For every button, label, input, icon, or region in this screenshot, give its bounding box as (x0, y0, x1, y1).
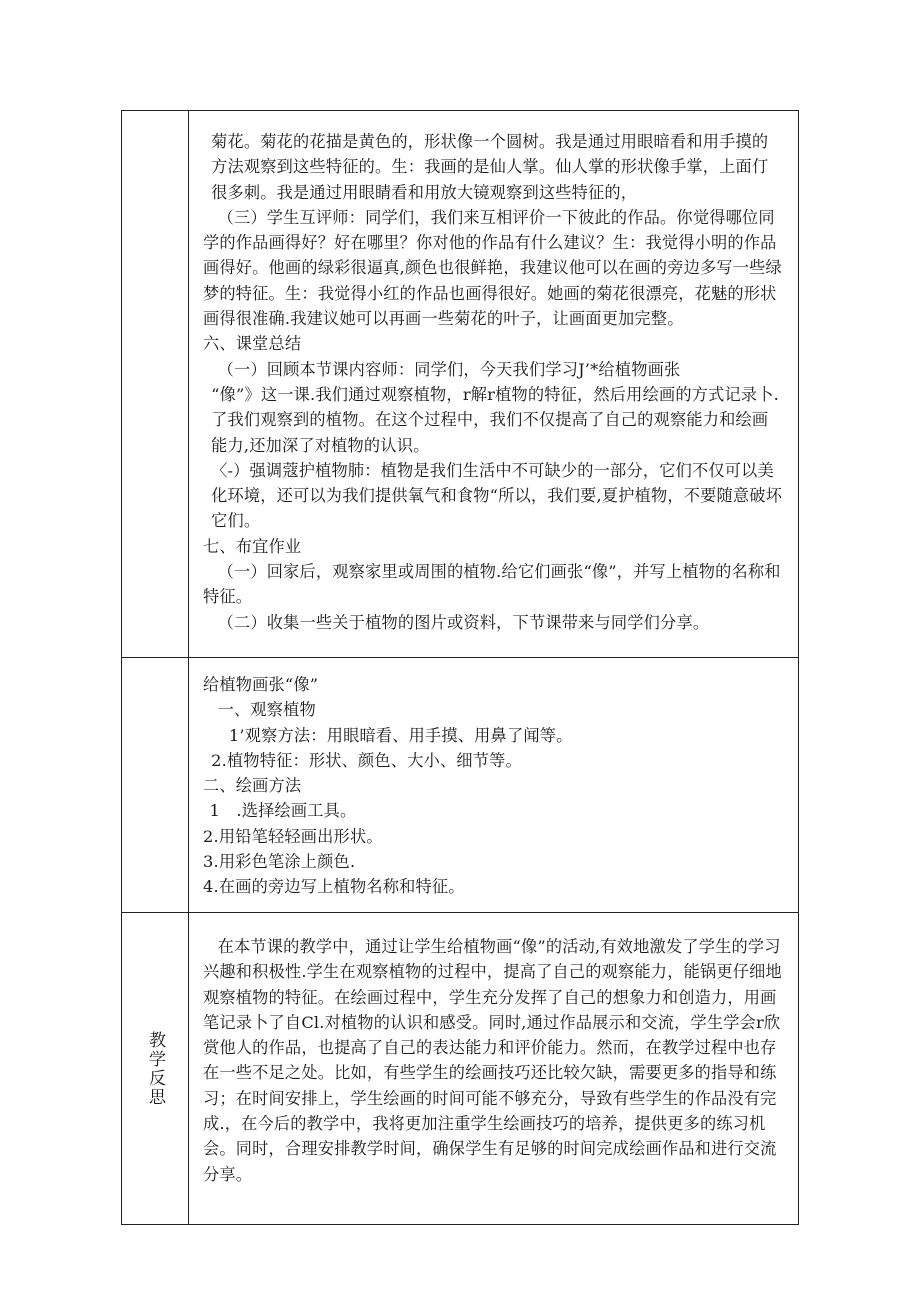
heading-homework: 七、布宜作业 (203, 536, 302, 556)
table-row-process (122, 111, 799, 658)
paragraph-homework-2: （二）收集一些关于植物的图片或资料，下节课带来与同学们分享。 (217, 612, 710, 632)
board-title: 给植物画张“像” (203, 675, 319, 694)
reflection-cell (189, 913, 799, 1225)
row-label-empty (122, 658, 189, 913)
row-label-empty (122, 111, 189, 658)
paragraph-homework-1: （一）回家后，观察家里或周围的植物.给它们画张“像”，并写上植物的名称和特征。 (203, 562, 781, 607)
paragraph-protect-plants: 〈-）强调蔻护植物肺：植物是我们生活中不可缺少的一部分，它们不仅可以美化环境，还可以为我们提供氧气和食物“所以，我们要,夏护植物，不要随意破坏它们。 (211, 460, 783, 531)
board-design-cell (189, 658, 799, 913)
reflection-label: 教学反思 (145, 1030, 165, 1107)
board-item-step-4: 4.在画的旁边写上植物名称和特征。 (203, 877, 465, 897)
lesson-plan-table (121, 110, 799, 1225)
table-row-reflection (122, 913, 799, 1225)
board-item-step-1: 1 .选择绘画工具。 (209, 801, 357, 821)
board-heading-drawing: 二、绘画方法 (203, 776, 302, 796)
paragraph-review-content-cont: “像”》这一课.我们通过观察植物，r解r植物的特征，然后用绘画的方式记录卜.了我们观察到的植物。在这个过程中，我们不仅提高了自己的观察能力和绘画能力,还加深了对植物的认识。 (211, 384, 780, 455)
board-item-step-2: 2.用铅笔轻轻画出形状。 (203, 826, 383, 846)
heading-class-summary: 六、课堂总结 (203, 334, 302, 354)
board-item-observe-method: 1’观察方法：用眼暗看、用手摸、用鼻了闻等。 (228, 725, 573, 745)
board-item-step-3: 3.用彩色笔涂上颜色. (203, 852, 356, 872)
board-heading-observe: 一、观察植物 (217, 700, 316, 720)
paragraph-student-answers: 菊花。菊花的花描是黄色的，形状像一个圆树。我是通过用眼暗看和用手摸的方法观察到这些特征的。生：我画的是仙人掌。仙人掌的形状像手掌，上面仃很多刺。我是通过用眼睛看和用放大镜观察到这些特征的， (211, 132, 769, 202)
teaching-process-cell (189, 111, 799, 658)
reflection-text: 在本节课的教学中，通过让学生给植物画“像”的活动,有效地激发了学生的学习兴趣和积极性.学生在观察植物的过程中，提高了自己的观察能力，能锅更仔细地观察植物的特征。在绘画过程中，学生充分发挥了自己的想象力和创造力，用画笔记录卜了自Cl.对植物的认识和感受。同时,通过作品展示和交流，学生学会r欣赏他人的作品，也提高了自己的表达能力和评价能力。然而，在教学过程中也存在一些不足之处。比如，有些学生的绘画技巧还比较欠缺，需要更多的指导和练习；在时间安排上，学生绘画的时间可能不够充分，导致有些学生的作品没有完成.，在今后的教学中，我将更加注重学生绘画技巧的培养，提供更多的练习机会。同时，合理安排教学时间，确保学生有足够的时间完成绘画作品和进行交流分享。 (203, 937, 782, 1184)
paragraph-peer-review: （三）学生互评师：同学们，我们来互相评价一下彼此的作品。你觉得哪位同学的作品画得好？好在哪里？你对他的作品有什么建议？生：我觉得小明的作品画得好。他画的绿彩很逼真,颜色也很鲜艳，我建议他可以在画的旁边多写一些绿梦的特征。生：我觉得小红的作品也画得很好。她画的菊花很漂亮，花魅的形状画得很准确.我建议她可以再画一些菊花的叶子，让画面更加完整。 (203, 207, 782, 329)
paragraph-review-content: （一）回顾本节课内容师：同学们，今天我们学习J’*给植物画张 (217, 359, 681, 379)
reflection-label-cell (122, 913, 189, 1225)
table-row-board-design (122, 658, 799, 913)
board-item-plant-features: 2.植物特征：形状、颜色、大小、细节等。 (211, 750, 522, 770)
